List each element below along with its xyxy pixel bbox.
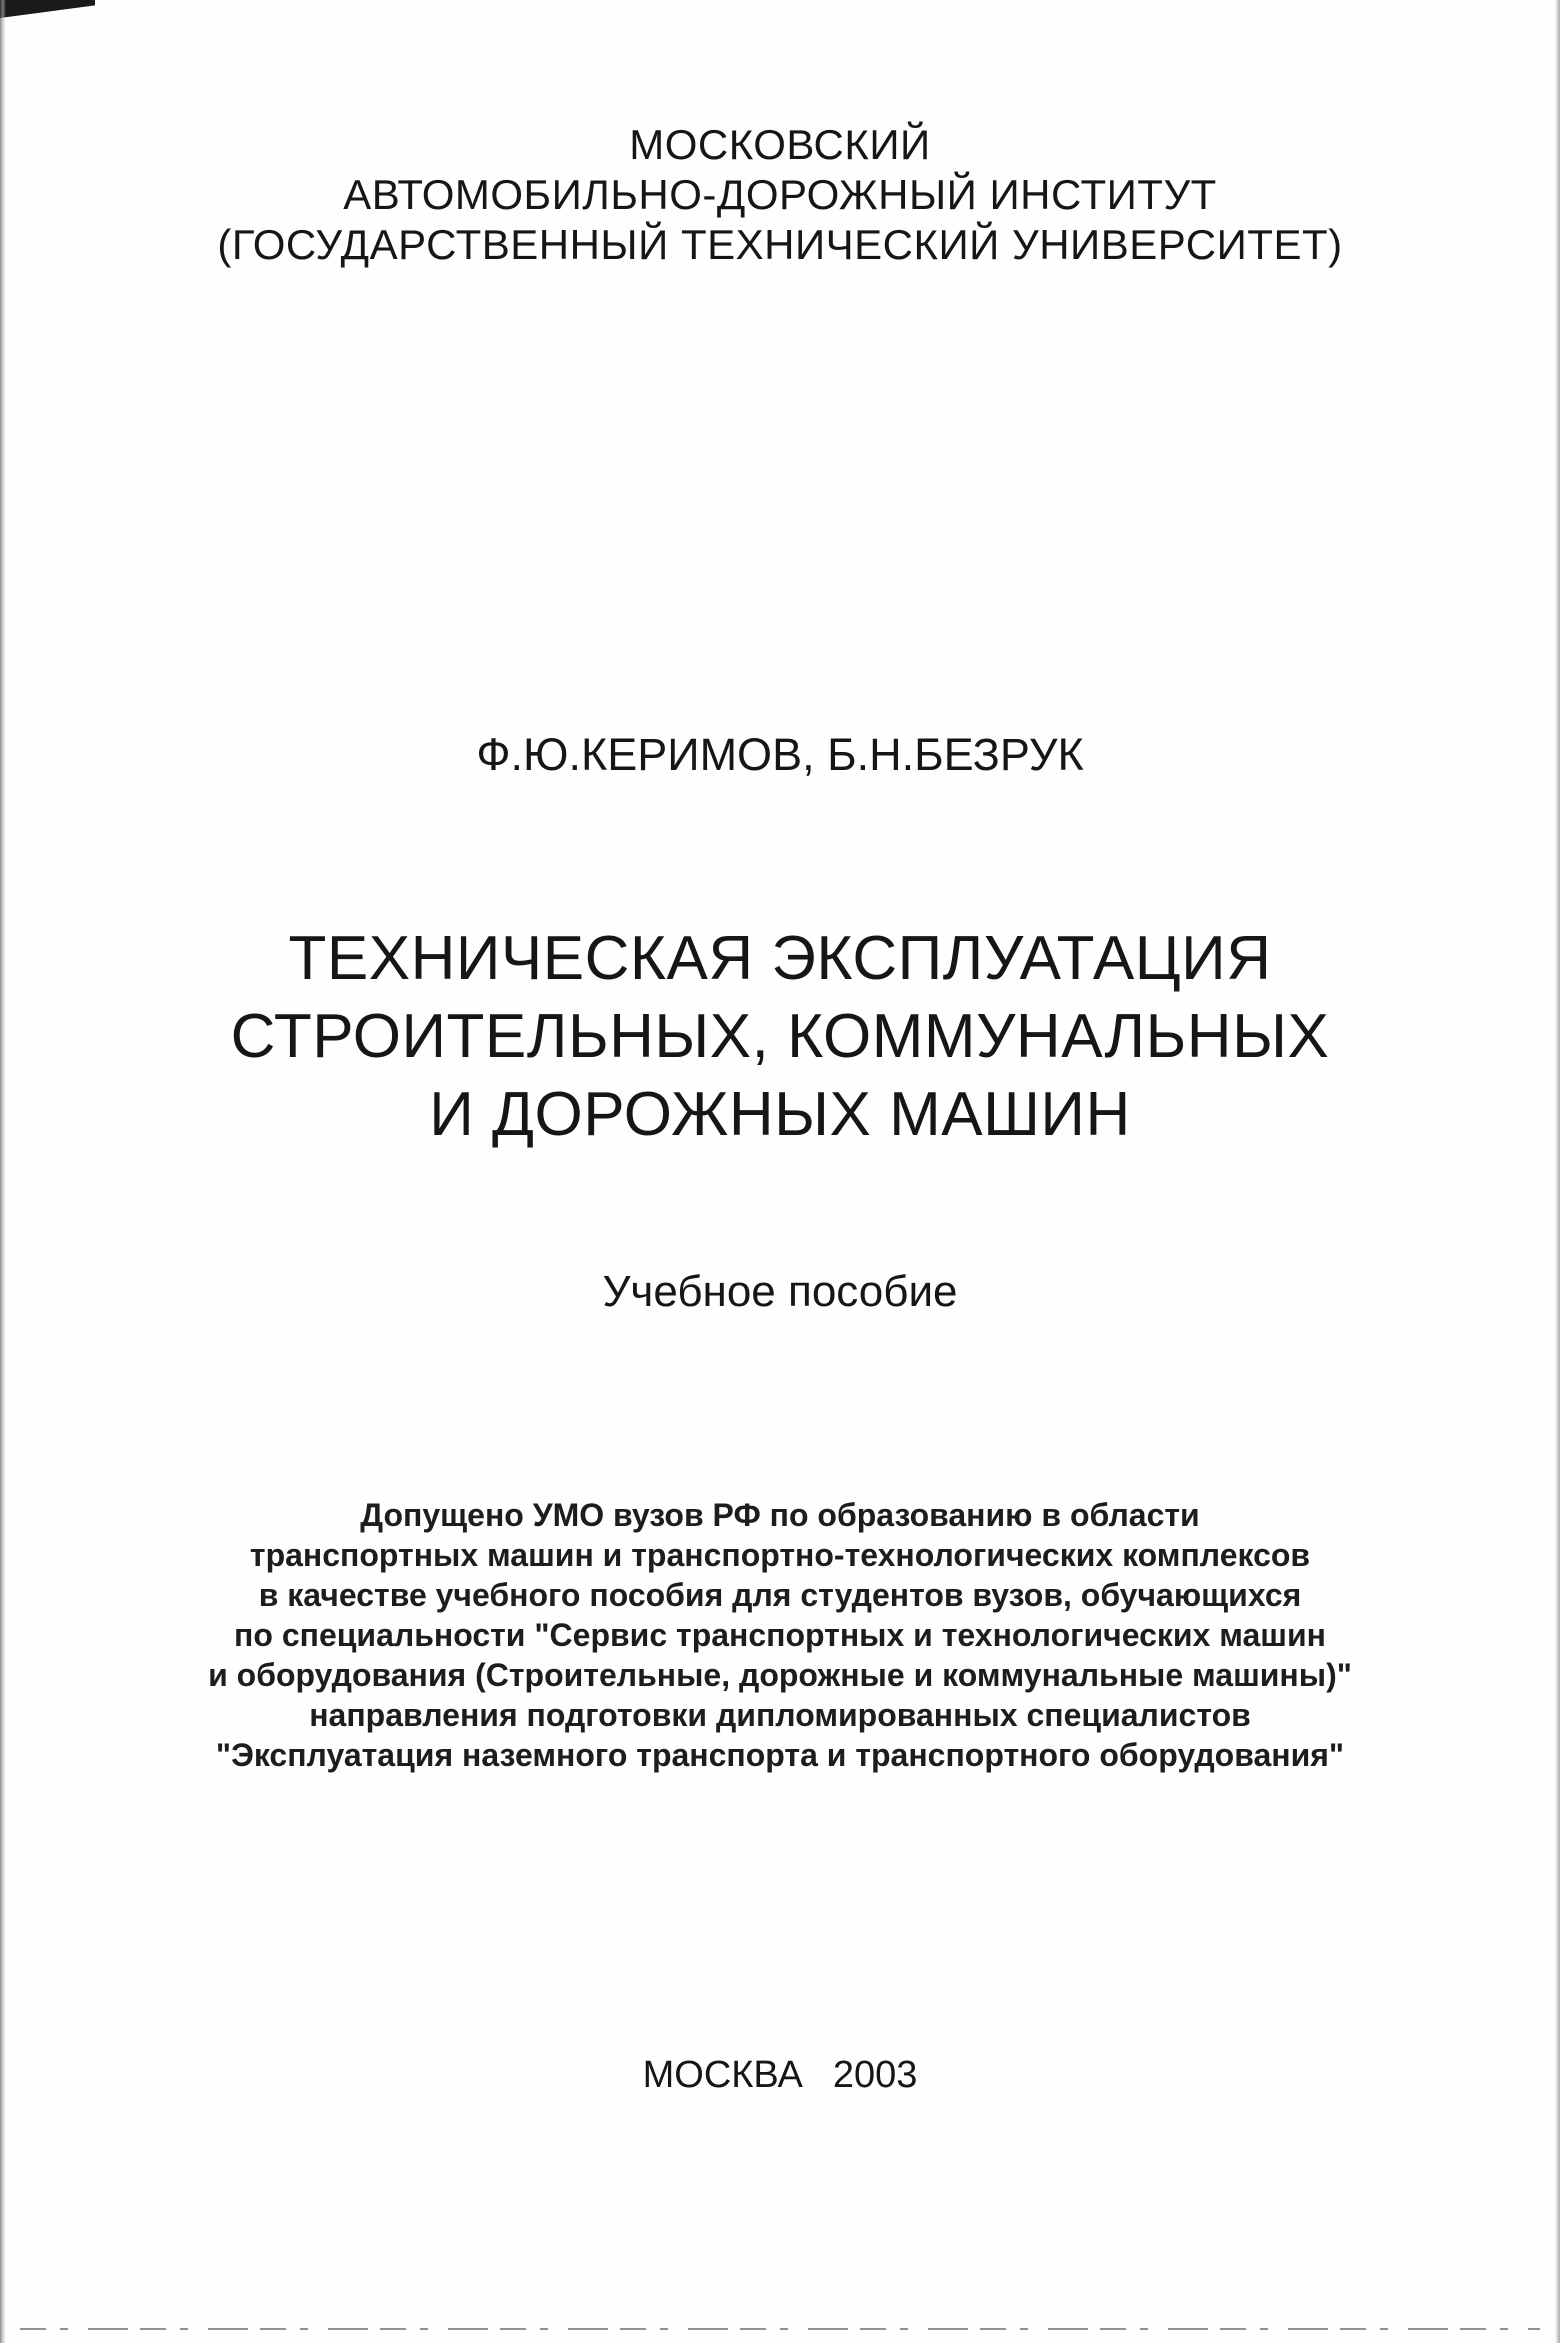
imprint-year: 2003 — [832, 2054, 918, 2096]
title-line: ТЕХНИЧЕСКАЯ ЭКСПЛУАТАЦИЯ — [288, 924, 1272, 993]
institute-line: МОСКОВСКИЙ — [629, 121, 931, 168]
approval-line: в качестве учебного пособия для студентов вузов, обучающихся — [258, 1577, 1302, 1613]
book-title — [0, 920, 1560, 1154]
approval-line: Допущено УМО вузов РФ по образованию в области — [360, 1497, 1200, 1533]
approval-line: по специальности "Сервис транспортных и технологических машин — [234, 1617, 1326, 1653]
imprint — [0, 2052, 1560, 2098]
authors — [0, 728, 1560, 782]
approval-line: и оборудования (Строительные, дорожные и коммунальные машины)" — [208, 1657, 1352, 1693]
authors-line: Ф.Ю.КЕРИМОВ, Б.Н.БЕЗРУК — [476, 729, 1084, 780]
scan-edge-left — [0, 0, 6, 2343]
approval-line: направления подготовки дипломированных специалистов — [309, 1697, 1251, 1733]
title-line: СТРОИТЕЛЬНЫХ, КОММУНАЛЬНЫХ — [230, 1002, 1330, 1071]
subtitle-line: Учебное пособие — [602, 1267, 958, 1316]
institute-line: АВТОМОБИЛЬНО-ДОРОЖНЫЙ ИНСТИТУТ — [343, 171, 1217, 218]
scan-edge-right — [1555, 0, 1560, 2343]
institute-name — [0, 120, 1560, 270]
institute-line: (ГОСУДАРСТВЕННЫЙ ТЕХНИЧЕСКИЙ УНИВЕРСИТЕТ) — [217, 221, 1343, 268]
approval-line: "Эксплуатация наземного транспорта и транспортного оборудования" — [215, 1737, 1345, 1773]
scan-artifact-bottom-line — [0, 2325, 1560, 2333]
approval-line: транспортных машин и транспортно-технологических комплексов — [249, 1537, 1311, 1573]
title-line: И ДОРОЖНЫХ МАШИН — [429, 1080, 1131, 1149]
scan-artifact-mark — [0, 0, 95, 18]
approval-statement — [0, 1495, 1560, 1775]
book-subtitle — [0, 1265, 1560, 1319]
imprint-city: МОСКВА — [642, 2054, 803, 2096]
